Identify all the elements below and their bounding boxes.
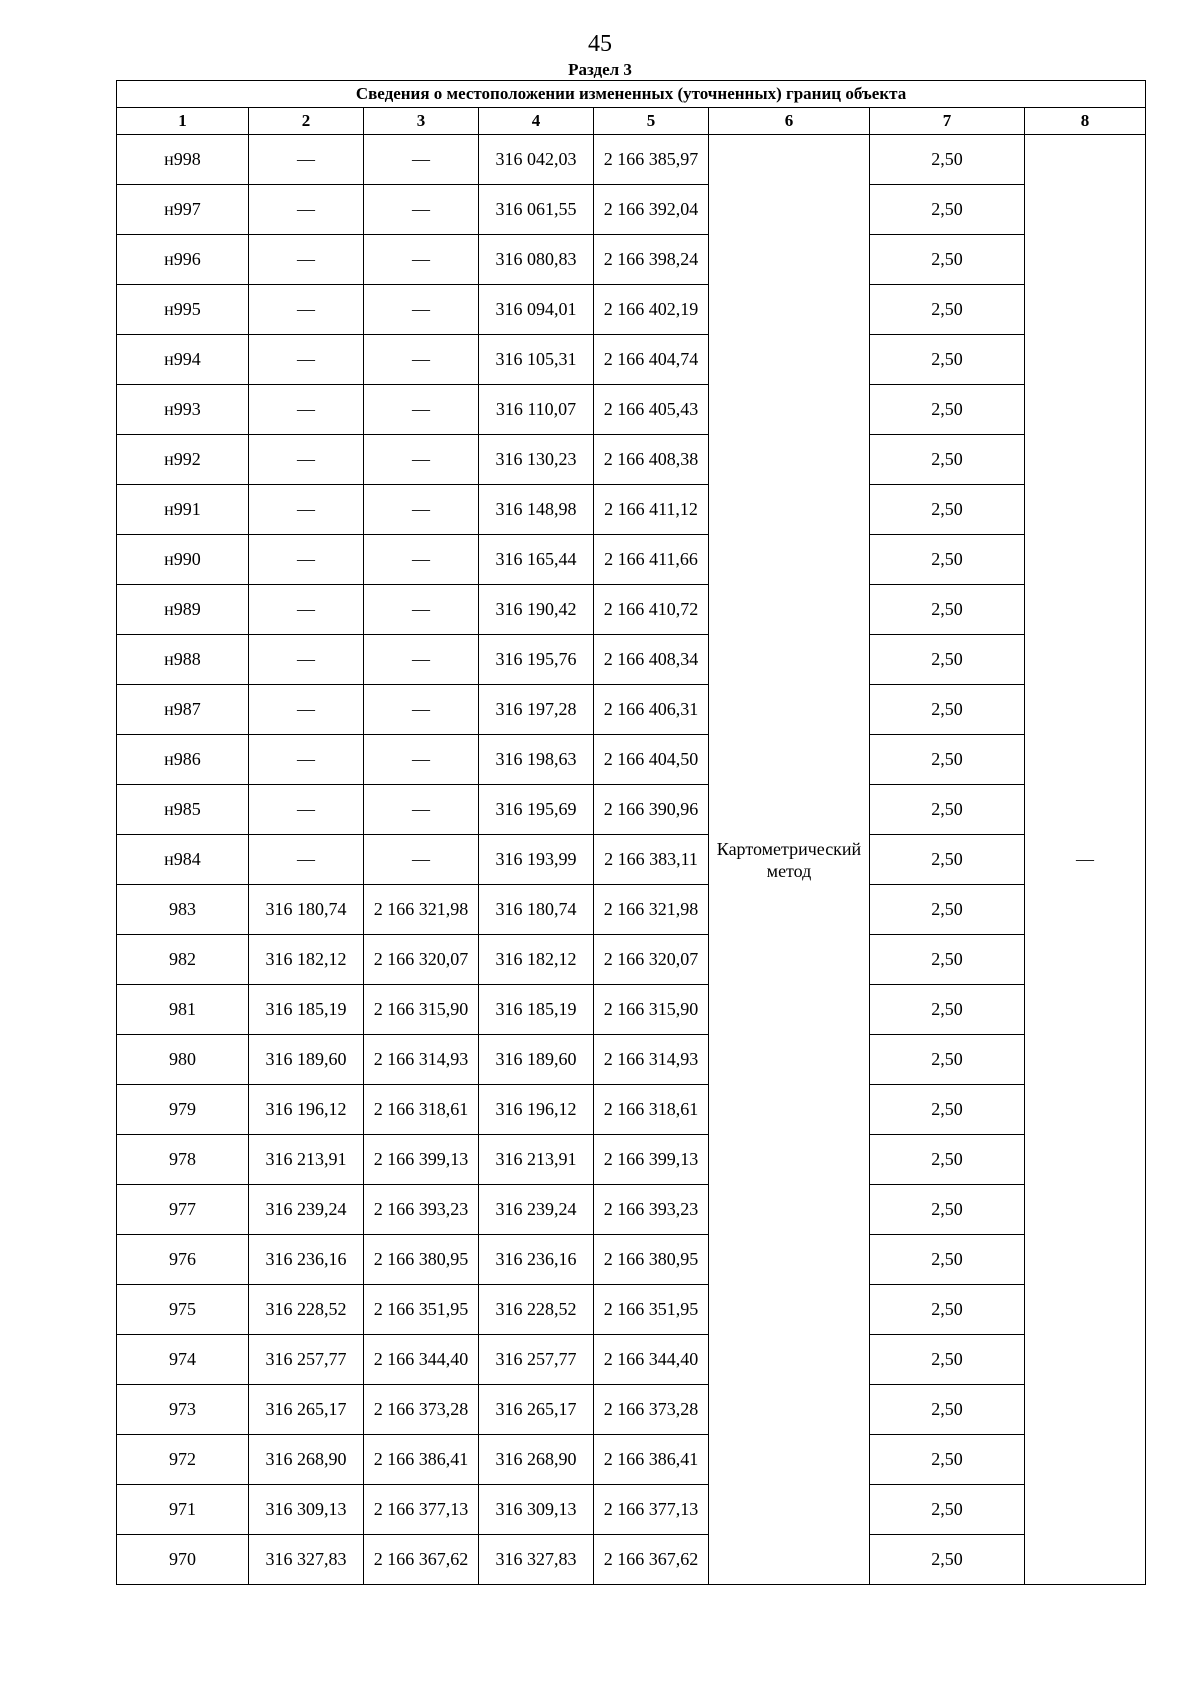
y-old-cell: — [364,285,479,335]
y-new-cell: 2 166 408,34 [594,635,709,685]
x-old-cell: — [249,435,364,485]
accuracy-cell: 2,50 [870,885,1025,935]
y-old-cell: — [364,585,479,635]
x-new-cell: 316 148,98 [479,485,594,535]
point-number-cell: 970 [117,1535,249,1585]
y-new-cell: 2 166 392,04 [594,185,709,235]
x-old-cell: 316 236,16 [249,1235,364,1285]
x-new-cell: 316 061,55 [479,185,594,235]
accuracy-cell: 2,50 [870,1385,1025,1435]
y-old-cell: 2 166 386,41 [364,1435,479,1485]
point-number-cell: н995 [117,285,249,335]
x-new-cell: 316 042,03 [479,135,594,185]
y-old-cell: — [364,185,479,235]
table-row [117,185,1146,235]
accuracy-cell: 2,50 [870,1535,1025,1585]
table-row [117,735,1146,785]
y-old-cell: — [364,785,479,835]
y-old-cell: 2 166 380,95 [364,1235,479,1285]
y-old-cell: — [364,635,479,685]
accuracy-cell: 2,50 [870,985,1025,1035]
x-old-cell: — [249,185,364,235]
accuracy-cell: 2,50 [870,235,1025,285]
accuracy-cell: 2,50 [870,1085,1025,1135]
table-row [117,885,1146,935]
x-new-cell: 316 309,13 [479,1485,594,1535]
x-old-cell: 316 196,12 [249,1085,364,1135]
y-old-cell: 2 166 344,40 [364,1335,479,1385]
table-row [117,785,1146,835]
x-old-cell: — [249,135,364,185]
table-caption-row [117,81,1146,108]
x-new-cell: 316 195,69 [479,785,594,835]
table-row [117,285,1146,335]
y-new-cell: 2 166 351,95 [594,1285,709,1335]
y-new-cell: 2 166 402,19 [594,285,709,335]
x-new-cell: 316 257,77 [479,1335,594,1385]
x-old-cell: — [249,335,364,385]
section-title: Раздел 3 [568,60,632,79]
point-number-cell: н985 [117,785,249,835]
y-old-cell: — [364,385,479,435]
column-number-row [117,108,1146,135]
column-number: 7 [870,108,1025,135]
y-old-cell: 2 166 318,61 [364,1085,479,1135]
accuracy-cell: 2,50 [870,185,1025,235]
table-row [117,335,1146,385]
y-new-cell: 2 166 386,41 [594,1435,709,1485]
point-number-cell: н990 [117,535,249,585]
x-new-cell: 316 198,63 [479,735,594,785]
accuracy-cell: 2,50 [870,335,1025,385]
y-new-cell: 2 166 380,95 [594,1235,709,1285]
accuracy-cell: 2,50 [870,285,1025,335]
point-number-cell: 977 [117,1185,249,1235]
table-row [117,385,1146,435]
point-number-cell: 973 [117,1385,249,1435]
accuracy-cell: 2,50 [870,835,1025,885]
x-new-cell: 316 190,42 [479,585,594,635]
y-new-cell: 2 166 385,97 [594,135,709,185]
y-new-cell: 2 166 410,72 [594,585,709,635]
y-old-cell: — [364,535,479,585]
x-new-cell: 316 189,60 [479,1035,594,1085]
accuracy-cell: 2,50 [870,385,1025,435]
table-row [117,685,1146,735]
x-new-cell: 316 239,24 [479,1185,594,1235]
y-old-cell: — [364,735,479,785]
x-new-cell: 316 268,90 [479,1435,594,1485]
y-new-cell: 2 166 373,28 [594,1385,709,1435]
accuracy-cell: 2,50 [870,1135,1025,1185]
y-new-cell: 2 166 399,13 [594,1135,709,1185]
x-old-cell: 316 309,13 [249,1485,364,1535]
accuracy-cell: 2,50 [870,585,1025,635]
point-number-cell: 983 [117,885,249,935]
point-number-cell: 971 [117,1485,249,1535]
accuracy-cell: 2,50 [870,1185,1025,1235]
column-number: 8 [1025,108,1146,135]
x-old-cell: — [249,735,364,785]
x-old-cell: 316 327,83 [249,1535,364,1585]
y-old-cell: 2 166 315,90 [364,985,479,1035]
y-old-cell: — [364,335,479,385]
x-old-cell: — [249,635,364,685]
point-number-cell: 972 [117,1435,249,1485]
y-old-cell: 2 166 373,28 [364,1385,479,1435]
table-row [117,1135,1146,1185]
x-old-cell: 316 239,24 [249,1185,364,1235]
accuracy-cell: 2,50 [870,1435,1025,1485]
table-body [117,135,1146,1585]
x-old-cell: 316 257,77 [249,1335,364,1385]
coordinates-table [116,80,1146,1585]
y-old-cell: 2 166 314,93 [364,1035,479,1085]
accuracy-cell: 2,50 [870,1285,1025,1335]
x-new-cell: 316 094,01 [479,285,594,335]
table-row [117,1435,1146,1485]
point-number-cell: н991 [117,485,249,535]
x-new-cell: 316 110,07 [479,385,594,435]
accuracy-cell: 2,50 [870,735,1025,785]
y-old-cell: — [364,485,479,535]
point-number-cell: н986 [117,735,249,785]
table-row [117,1335,1146,1385]
x-new-cell: 316 196,12 [479,1085,594,1135]
y-old-cell: 2 166 321,98 [364,885,479,935]
y-new-cell: 2 166 320,07 [594,935,709,985]
point-number-cell: 980 [117,1035,249,1085]
table-row [117,985,1146,1035]
point-number-cell: н989 [117,585,249,635]
table-row [117,135,1146,185]
x-old-cell: — [249,385,364,435]
y-new-cell: 2 166 408,38 [594,435,709,485]
accuracy-cell: 2,50 [870,1335,1025,1385]
point-number-cell: 975 [117,1285,249,1335]
column-8-cell: — [1025,135,1146,1585]
accuracy-cell: 2,50 [870,1035,1025,1085]
x-old-cell: 316 182,12 [249,935,364,985]
y-new-cell: 2 166 406,31 [594,685,709,735]
x-old-cell: 316 213,91 [249,1135,364,1185]
y-old-cell: 2 166 399,13 [364,1135,479,1185]
x-old-cell: 316 180,74 [249,885,364,935]
y-new-cell: 2 166 404,50 [594,735,709,785]
point-number-cell: 979 [117,1085,249,1135]
point-number-cell: н996 [117,235,249,285]
x-new-cell: 316 165,44 [479,535,594,585]
point-number-cell: 982 [117,935,249,985]
x-new-cell: 316 327,83 [479,1535,594,1585]
table-row [117,1535,1146,1585]
x-new-cell: 316 265,17 [479,1385,594,1435]
accuracy-cell: 2,50 [870,435,1025,485]
table-row [117,435,1146,485]
y-new-cell: 2 166 404,74 [594,335,709,385]
x-old-cell: — [249,285,364,335]
table-row [117,1385,1146,1435]
accuracy-cell: 2,50 [870,785,1025,835]
x-new-cell: 316 182,12 [479,935,594,985]
x-new-cell: 316 180,74 [479,885,594,935]
accuracy-cell: 2,50 [870,685,1025,735]
accuracy-cell: 2,50 [870,635,1025,685]
table-row [117,1085,1146,1135]
y-new-cell: 2 166 367,62 [594,1535,709,1585]
x-old-cell: — [249,835,364,885]
column-number: 4 [479,108,594,135]
point-number-cell: н997 [117,185,249,235]
point-number-cell: н993 [117,385,249,435]
y-old-cell: — [364,685,479,735]
accuracy-cell: 2,50 [870,535,1025,585]
table-caption: Сведения о местоположении измененных (уточненных) границ объекта [117,81,1146,108]
page-number: 45 [588,31,612,57]
y-new-cell: 2 166 377,13 [594,1485,709,1535]
y-new-cell: 2 166 393,23 [594,1185,709,1235]
table-row [117,635,1146,685]
y-new-cell: 2 166 314,93 [594,1035,709,1085]
x-old-cell: — [249,485,364,535]
y-new-cell: 2 166 315,90 [594,985,709,1035]
x-new-cell: 316 080,83 [479,235,594,285]
x-old-cell: — [249,685,364,735]
x-new-cell: 316 193,99 [479,835,594,885]
x-old-cell: — [249,785,364,835]
point-number-cell: 976 [117,1235,249,1285]
accuracy-cell: 2,50 [870,485,1025,535]
x-old-cell: — [249,585,364,635]
x-old-cell: — [249,535,364,585]
accuracy-cell: 2,50 [870,1485,1025,1535]
x-new-cell: 316 185,19 [479,985,594,1035]
table-row [117,835,1146,885]
y-new-cell: 2 166 318,61 [594,1085,709,1135]
x-new-cell: 316 213,91 [479,1135,594,1185]
column-number: 1 [117,108,249,135]
point-number-cell: н994 [117,335,249,385]
x-new-cell: 316 195,76 [479,635,594,685]
table-row [117,1235,1146,1285]
point-number-cell: 974 [117,1335,249,1385]
table-row [117,1035,1146,1085]
y-new-cell: 2 166 383,11 [594,835,709,885]
accuracy-cell: 2,50 [870,935,1025,985]
y-old-cell: — [364,235,479,285]
point-number-cell: н998 [117,135,249,185]
y-old-cell: 2 166 367,62 [364,1535,479,1585]
point-number-cell: н987 [117,685,249,735]
table-row [117,585,1146,635]
x-new-cell: 316 130,23 [479,435,594,485]
table-row [117,235,1146,285]
y-old-cell: 2 166 377,13 [364,1485,479,1535]
x-old-cell: 316 228,52 [249,1285,364,1335]
column-number: 2 [249,108,364,135]
y-new-cell: 2 166 398,24 [594,235,709,285]
x-old-cell: 316 265,17 [249,1385,364,1435]
table-row [117,1285,1146,1335]
table-row [117,485,1146,535]
y-new-cell: 2 166 405,43 [594,385,709,435]
point-number-cell: н988 [117,635,249,685]
y-new-cell: 2 166 390,96 [594,785,709,835]
point-number-cell: 978 [117,1135,249,1185]
y-old-cell: — [364,835,479,885]
point-number-cell: н984 [117,835,249,885]
point-number-cell: 981 [117,985,249,1035]
y-new-cell: 2 166 344,40 [594,1335,709,1385]
x-old-cell: — [249,235,364,285]
x-old-cell: 316 268,90 [249,1435,364,1485]
y-new-cell: 2 166 321,98 [594,885,709,935]
table-row [117,1185,1146,1235]
y-new-cell: 2 166 411,12 [594,485,709,535]
accuracy-cell: 2,50 [870,135,1025,185]
table-row [117,935,1146,985]
x-old-cell: 316 185,19 [249,985,364,1035]
y-old-cell: 2 166 351,95 [364,1285,479,1335]
y-old-cell: 2 166 320,07 [364,935,479,985]
table-row [117,1485,1146,1535]
column-number: 6 [709,108,870,135]
x-new-cell: 316 236,16 [479,1235,594,1285]
x-old-cell: 316 189,60 [249,1035,364,1085]
column-number: 5 [594,108,709,135]
x-new-cell: 316 197,28 [479,685,594,735]
method-cell: Картометрический метод [709,135,870,1585]
y-old-cell: — [364,435,479,485]
accuracy-cell: 2,50 [870,1235,1025,1285]
x-new-cell: 316 105,31 [479,335,594,385]
y-old-cell: — [364,135,479,185]
table-row [117,535,1146,585]
column-number: 3 [364,108,479,135]
x-new-cell: 316 228,52 [479,1285,594,1335]
point-number-cell: н992 [117,435,249,485]
y-old-cell: 2 166 393,23 [364,1185,479,1235]
y-new-cell: 2 166 411,66 [594,535,709,585]
